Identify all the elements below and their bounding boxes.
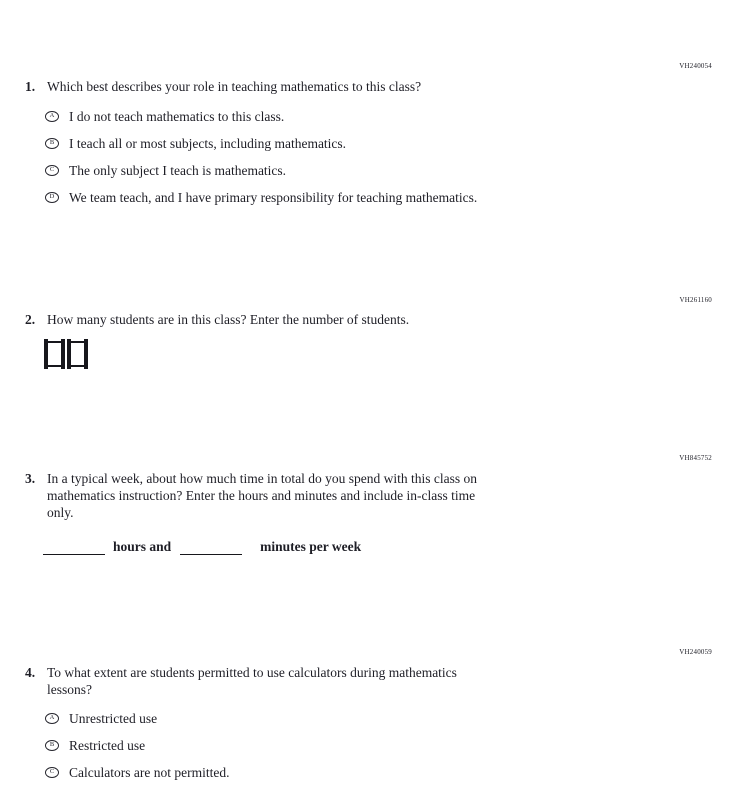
option-label: Calculators are not permitted. xyxy=(69,765,230,780)
question-2-text: How many students are in this class? Enter the number of students. xyxy=(47,312,410,327)
bubble-letter: C xyxy=(49,768,55,776)
answer-bubble-icon[interactable] xyxy=(45,138,59,149)
question-4-number: 4. xyxy=(25,665,36,680)
question-3-text-line-3: only. xyxy=(47,505,74,520)
item-code-4: VH240059 xyxy=(679,648,712,656)
option-label: Restricted use xyxy=(69,738,146,753)
question-2-number: 2. xyxy=(25,312,36,327)
answer-bubble-icon[interactable] xyxy=(45,740,59,751)
student-count-entry xyxy=(48,341,84,367)
question-2 xyxy=(25,311,409,328)
item-code-3: VH845752 xyxy=(679,454,712,462)
hours-label: hours and xyxy=(113,539,172,554)
question-4 xyxy=(25,664,457,698)
bubble-letter: B xyxy=(49,139,55,147)
question-3-text-line-1: In a typical week, about how much time in total do you spend with this class on xyxy=(47,471,478,486)
hours-blank-field[interactable] xyxy=(43,540,105,555)
question-4-text-line-2: lessons? xyxy=(47,682,92,697)
question-1-option-c xyxy=(45,163,286,178)
answer-bubble-icon[interactable] xyxy=(45,165,59,176)
answer-bubble-icon[interactable] xyxy=(45,192,59,203)
bubble-letter: D xyxy=(49,193,55,201)
option-label: Unrestricted use xyxy=(69,711,158,726)
question-1 xyxy=(25,78,421,95)
question-1-option-b xyxy=(45,136,346,151)
question-4-option-b xyxy=(45,738,145,753)
time-entry-row xyxy=(43,539,361,555)
option-label: The only subject I teach is mathematics. xyxy=(69,163,287,178)
question-3-text-line-2: mathematics instruction? Enter the hours and minutes and include in-class time xyxy=(47,488,476,503)
question-4-text-line-1: To what extent are students permitted to use calculators during mathematics xyxy=(47,665,457,680)
option-label: I do not teach mathematics to this class. xyxy=(69,109,285,124)
bubble-letter: B xyxy=(49,741,55,749)
answer-bubble-icon[interactable] xyxy=(45,713,59,724)
question-3 xyxy=(25,470,477,521)
digit-box-tens[interactable] xyxy=(48,341,61,367)
bubble-letter: C xyxy=(49,166,55,174)
question-1-number: 1. xyxy=(25,79,36,94)
question-1-option-d xyxy=(45,190,477,205)
answer-bubble-icon[interactable] xyxy=(45,111,59,122)
question-1-option-a xyxy=(45,109,284,124)
question-4-option-a xyxy=(45,711,157,726)
question-3-number: 3. xyxy=(25,471,36,486)
bubble-letter: A xyxy=(49,112,55,120)
question-4-option-c xyxy=(45,765,229,780)
option-label: We team teach, and I have primary responsibility for teaching mathematics. xyxy=(69,190,478,205)
question-1-text: Which best describes your role in teaching mathematics to this class? xyxy=(47,79,422,94)
answer-bubble-icon[interactable] xyxy=(45,767,59,778)
digit-box-ones[interactable] xyxy=(71,341,84,367)
bubble-letter: A xyxy=(49,714,55,722)
minutes-label: minutes per week xyxy=(260,539,362,554)
item-code-2: VH261160 xyxy=(679,296,712,304)
minutes-blank-field[interactable] xyxy=(180,540,242,555)
option-label: I teach all or most subjects, including mathematics. xyxy=(69,136,347,151)
item-code-1: VH240054 xyxy=(679,62,712,70)
